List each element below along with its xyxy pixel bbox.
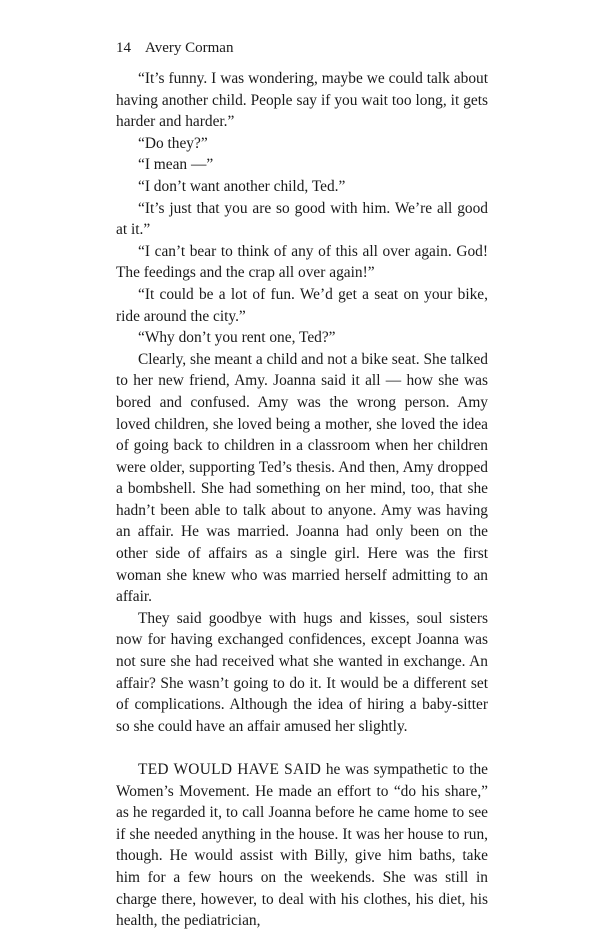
paragraph: “Why don’t you rent one, Ted?” (138, 329, 336, 347)
paragraph: “I don’t want another child, Ted.” (138, 177, 346, 195)
paragraph: “Do they?” (138, 134, 208, 152)
section-text: he was sympathetic to the Women’s Movement. He made an effort to “do his share,” as he regarded it, to call Joanna before he came home to see if she needed anything in the house. It was her house to run, though. He would assist with Billy, give him baths, take him for a few hours on the weekends. She was still in charge there, however, to deal with his clothes, his diet, his health, the pediatrician, (116, 761, 488, 930)
page-number: 14 (116, 40, 131, 56)
body-text (116, 68, 488, 932)
paragraph: They said goodbye with hugs and kisses, soul sisters now for having exchanged confidences, except Joanna was not sure she had received what she wanted in exchange. An affair? She wasn’t going to do it. It would be a different set of complications. Although the idea of hiring a baby-sitter so she could have an affair amused her slightly. (116, 609, 488, 735)
paragraph: “It’s funny. I was wondering, maybe we could talk about having another child. People say if you wait too long, it gets harder and harder.” (116, 70, 488, 131)
running-head (116, 38, 233, 58)
paragraph: “I can’t bear to think of any of this all over again. God! The feedings and the crap all over again!” (116, 242, 488, 282)
paragraph: “I mean —” (138, 156, 214, 174)
section-paragraph (116, 759, 488, 932)
author-name: Avery Corman (145, 40, 234, 56)
paragraph: Clearly, she meant a child and not a bike seat. She talked to her new friend, Amy. Joanna said it all — how she was bored and confused. Amy was the wrong person. Amy loved children, she loved being a mother, she loved the idea of going back to children in a classroom when her children were older, supporting Ted’s thesis. And then, Amy dropped a bombshell. She had something on her mind, too, that she hadn’t been able to talk about to anyone. Amy was having an affair. He was married. Joanna had only been on the other side of affairs as a single girl. Here was the first woman she knew who was married herself admitting to an affair. (116, 350, 488, 606)
section-lead-in: TED WOULD HAVE SAID (138, 761, 322, 778)
paragraph: “It’s just that you are so good with him. We’re all good at it.” (116, 199, 488, 239)
paragraph: “It could be a lot of fun. We’d get a seat on your bike, ride around the city.” (116, 285, 488, 325)
